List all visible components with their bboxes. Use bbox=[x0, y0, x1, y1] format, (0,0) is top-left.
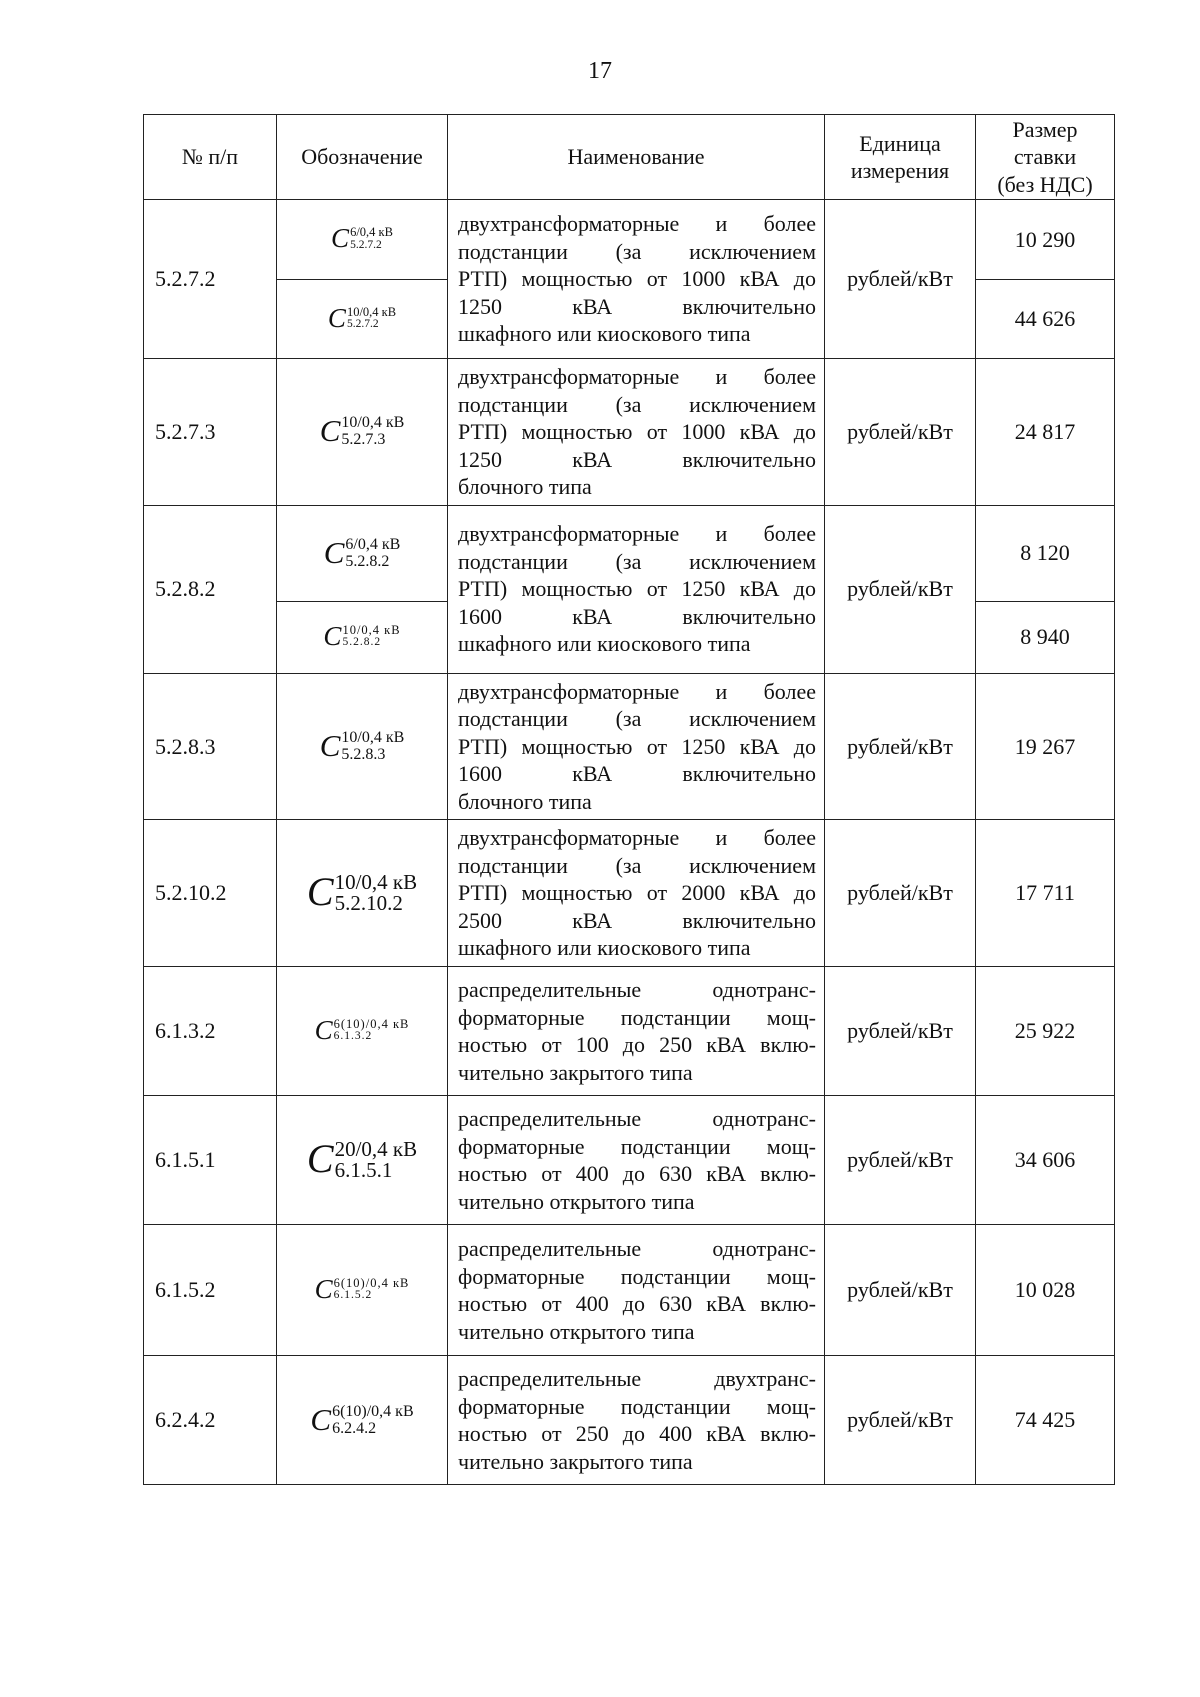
description-cell bbox=[448, 1356, 825, 1485]
symbol-superscript: 6/0,4 кВ bbox=[345, 535, 401, 553]
symbol-letter: C bbox=[314, 1273, 333, 1304]
unit-cell: рублей/кВт bbox=[825, 505, 976, 673]
header-name: Наименование bbox=[448, 115, 825, 200]
row-number: 6.2.4.2 bbox=[144, 1356, 277, 1485]
rate-cell: 10 028 bbox=[976, 1225, 1115, 1356]
description-line: распределительные однотранс- bbox=[458, 1106, 816, 1131]
description-line: чительно закрытого типа bbox=[458, 1059, 693, 1085]
description-line: распределительные двухтранс- bbox=[458, 1366, 816, 1391]
row-number: 6.1.3.2 bbox=[144, 967, 277, 1096]
header-rate bbox=[976, 115, 1115, 200]
symbol-indices bbox=[334, 1276, 410, 1302]
symbol-letter: C bbox=[306, 869, 334, 914]
description-line: подстанции (за исключением bbox=[458, 706, 816, 731]
symbol-subscript: 5.2.7.2 bbox=[350, 238, 382, 251]
symbol-indices bbox=[345, 537, 400, 570]
symbol-superscript: 10/0,4 кВ bbox=[334, 870, 418, 894]
description-line: РТП) мощностью от 1250 кВА до bbox=[458, 576, 816, 602]
table-row bbox=[144, 673, 1115, 820]
symbol-superscript: 6(10)/0,4 кВ bbox=[333, 1016, 410, 1031]
header-designation: Обозначение bbox=[277, 115, 448, 200]
symbol-letter: C bbox=[310, 1401, 332, 1437]
symbol-indices bbox=[335, 1139, 418, 1181]
description-line: шкафного или киоскового типа bbox=[458, 321, 751, 347]
rates-table bbox=[143, 114, 1115, 1485]
description-line: РТП) мощностью от 2000 кВА до bbox=[458, 880, 816, 906]
description-line: ностью от 100 до 250 кВА вклю- bbox=[458, 1032, 816, 1057]
symbol-letter: C bbox=[323, 534, 345, 570]
table-row bbox=[144, 820, 1115, 967]
header-unit-line1: Единица bbox=[859, 130, 941, 156]
designation-cell bbox=[277, 280, 448, 359]
designation-symbol bbox=[310, 1401, 414, 1437]
designation-cell bbox=[277, 601, 448, 673]
symbol-subscript: 6.1.5.1 bbox=[334, 1158, 393, 1182]
rate-cell: 24 817 bbox=[976, 359, 1115, 506]
description-line: подстанции (за исключением bbox=[458, 391, 816, 417]
header-num: № п/п bbox=[144, 115, 277, 200]
designation-cell bbox=[277, 673, 448, 820]
table-row bbox=[144, 359, 1115, 506]
description-line: форматорные подстанции мощ- bbox=[458, 1133, 816, 1159]
symbol-letter: C bbox=[319, 727, 341, 763]
description-line: подстанции (за исключением bbox=[458, 238, 816, 264]
symbol-indices bbox=[347, 305, 396, 331]
symbol-subscript: 5.2.8.2 bbox=[345, 552, 390, 570]
description-line: подстанции (за исключением bbox=[458, 852, 816, 878]
description-line: двухтрансформаторные и более bbox=[458, 678, 816, 704]
description-cell bbox=[448, 820, 825, 967]
description-line: 1250 кВА включительно bbox=[458, 293, 816, 319]
symbol-superscript: 6(10)/0,4 кВ bbox=[332, 1402, 414, 1420]
table-header-row bbox=[144, 115, 1115, 200]
description-line: ностью от 400 до 630 кВА вклю- bbox=[458, 1161, 816, 1186]
header-unit-line2: измерения bbox=[850, 158, 950, 183]
description-cell bbox=[448, 359, 825, 506]
row-number: 5.2.7.2 bbox=[144, 200, 277, 359]
symbol-superscript: 20/0,4 кВ bbox=[334, 1137, 418, 1161]
description-line: двухтрансформаторные и более bbox=[458, 521, 816, 547]
designation-symbol bbox=[323, 534, 401, 570]
designation-cell bbox=[277, 359, 448, 506]
description-line: форматорные подстанции мощ- bbox=[458, 1393, 816, 1419]
rate-cell: 25 922 bbox=[976, 967, 1115, 1096]
symbol-subscript: 6.2.4.2 bbox=[332, 1419, 377, 1437]
description-cell bbox=[448, 1225, 825, 1356]
symbol-letter: C bbox=[331, 223, 350, 254]
description-cell bbox=[448, 505, 825, 673]
symbol-indices bbox=[350, 225, 393, 251]
designation-cell bbox=[277, 1096, 448, 1225]
description-line: форматорные подстанции мощ- bbox=[458, 1263, 816, 1289]
unit-cell: рублей/кВт bbox=[825, 1096, 976, 1225]
rate-cell: 74 425 bbox=[976, 1356, 1115, 1485]
table-row bbox=[144, 967, 1115, 1096]
symbol-indices bbox=[342, 623, 400, 649]
description-line: ностью от 400 до 630 кВА вклю- bbox=[458, 1291, 816, 1316]
row-number: 5.2.7.3 bbox=[144, 359, 277, 506]
description-line: подстанции (за исключением bbox=[458, 548, 816, 574]
description-line: форматорные подстанции мощ- bbox=[458, 1004, 816, 1030]
rate-cell: 19 267 bbox=[976, 673, 1115, 820]
row-number: 5.2.8.3 bbox=[144, 673, 277, 820]
header-unit bbox=[825, 115, 976, 200]
symbol-indices bbox=[332, 1404, 414, 1437]
rate-cell: 8 940 bbox=[976, 601, 1115, 673]
designation-cell bbox=[277, 505, 448, 601]
description-line: двухтрансформаторные и более bbox=[458, 825, 816, 851]
symbol-superscript: 6/0,4 кВ bbox=[350, 225, 393, 240]
rate-cell: 10 290 bbox=[976, 200, 1115, 280]
table-row bbox=[144, 200, 1115, 280]
description-cell bbox=[448, 1096, 825, 1225]
unit-cell: рублей/кВт bbox=[825, 820, 976, 967]
symbol-indices bbox=[341, 415, 404, 448]
symbol-subscript: 5.2.8.2 bbox=[342, 636, 382, 649]
unit-cell: рублей/кВт bbox=[825, 673, 976, 820]
symbol-superscript: 6(10)/0,4 кВ bbox=[333, 1275, 410, 1290]
symbol-subscript: 5.2.7.3 bbox=[341, 431, 386, 449]
description-line: чительно открытого типа bbox=[458, 1318, 695, 1344]
designation-symbol bbox=[314, 1014, 410, 1045]
symbol-subscript: 5.2.8.3 bbox=[341, 745, 386, 763]
description-cell bbox=[448, 673, 825, 820]
symbol-superscript: 10/0,4 кВ bbox=[346, 304, 397, 319]
table-body bbox=[144, 200, 1115, 1485]
description-line: двухтрансформаторные и более bbox=[458, 364, 816, 389]
rate-cell: 8 120 bbox=[976, 505, 1115, 601]
description-line: распределительные однотранс- bbox=[458, 977, 816, 1002]
row-number: 5.2.10.2 bbox=[144, 820, 277, 967]
symbol-letter: C bbox=[319, 413, 341, 449]
description-line: двухтрансформаторные и более bbox=[458, 211, 816, 237]
description-line: блочного типа bbox=[458, 788, 592, 814]
designation-symbol bbox=[314, 1273, 410, 1304]
description-line: блочного типа bbox=[458, 474, 592, 499]
symbol-indices bbox=[334, 1017, 410, 1043]
designation-symbol bbox=[306, 1136, 418, 1182]
table-row bbox=[144, 1356, 1115, 1485]
description-line: ностью от 250 до 400 кВА вклю- bbox=[458, 1421, 816, 1446]
unit-cell: рублей/кВт bbox=[825, 967, 976, 1096]
description-line: 1600 кВА включительно bbox=[458, 603, 816, 629]
designation-cell bbox=[277, 200, 448, 280]
symbol-letter: C bbox=[306, 1136, 334, 1181]
designation-cell bbox=[277, 820, 448, 967]
row-number: 6.1.5.2 bbox=[144, 1225, 277, 1356]
description-line: РТП) мощностью от 1000 кВА до bbox=[458, 419, 816, 444]
symbol-indices bbox=[341, 730, 404, 763]
designation-symbol bbox=[319, 727, 405, 763]
symbol-superscript: 10/0,4 кВ bbox=[342, 622, 401, 637]
header-rate-line2: ставки bbox=[1013, 144, 1077, 170]
description-line: 1600 кВА включительно bbox=[458, 761, 816, 786]
unit-cell: рублей/кВт bbox=[825, 359, 976, 506]
rate-cell: 44 626 bbox=[976, 280, 1115, 359]
description-line: шкафного или киоскового типа bbox=[458, 935, 751, 961]
page-number: 17 bbox=[588, 58, 612, 84]
symbol-superscript: 10/0,4 кВ bbox=[341, 728, 405, 746]
row-number: 6.1.5.1 bbox=[144, 1096, 277, 1225]
header-rate-line1: Размер bbox=[1012, 116, 1078, 142]
symbol-subscript: 6.1.5.2 bbox=[333, 1289, 373, 1302]
symbol-letter: C bbox=[323, 620, 342, 651]
description-line: чительно закрытого типа bbox=[458, 1448, 693, 1474]
symbol-superscript: 10/0,4 кВ bbox=[341, 414, 405, 432]
symbol-subscript: 5.2.7.2 bbox=[346, 318, 379, 331]
symbol-subscript: 5.2.10.2 bbox=[334, 891, 403, 915]
designation-cell bbox=[277, 967, 448, 1096]
description-line: 1250 кВА включительно bbox=[458, 446, 816, 472]
rate-cell: 17 711 bbox=[976, 820, 1115, 967]
description-line: распределительные однотранс- bbox=[458, 1236, 816, 1261]
description-cell bbox=[448, 967, 825, 1096]
description-line: чительно открытого типа bbox=[458, 1188, 695, 1214]
table-row bbox=[144, 1225, 1115, 1356]
unit-cell: рублей/кВт bbox=[825, 1356, 976, 1485]
designation-symbol bbox=[331, 225, 393, 252]
unit-cell: рублей/кВт bbox=[825, 200, 976, 359]
rate-cell: 34 606 bbox=[976, 1096, 1115, 1225]
designation-symbol bbox=[320, 415, 405, 448]
symbol-letter: C bbox=[314, 1014, 333, 1045]
designation-symbol bbox=[327, 302, 397, 333]
designation-cell bbox=[277, 1225, 448, 1356]
description-line: шкафного или киоскового типа bbox=[458, 631, 751, 657]
designation-symbol bbox=[306, 869, 418, 915]
description-line: РТП) мощностью от 1250 кВА до bbox=[458, 733, 816, 759]
symbol-indices bbox=[335, 872, 418, 914]
symbol-subscript: 6.1.3.2 bbox=[333, 1030, 373, 1043]
description-line: 2500 кВА включительно bbox=[458, 907, 816, 933]
header-rate-line3: (без НДС) bbox=[997, 171, 1093, 197]
table-row bbox=[144, 505, 1115, 601]
unit-cell: рублей/кВт bbox=[825, 1225, 976, 1356]
description-cell bbox=[448, 200, 825, 359]
table-row bbox=[144, 1096, 1115, 1225]
description-line: РТП) мощностью от 1000 кВА до bbox=[458, 266, 816, 292]
row-number: 5.2.8.2 bbox=[144, 505, 277, 673]
designation-cell bbox=[277, 1356, 448, 1485]
designation-symbol bbox=[323, 620, 401, 651]
symbol-letter: C bbox=[327, 302, 346, 333]
